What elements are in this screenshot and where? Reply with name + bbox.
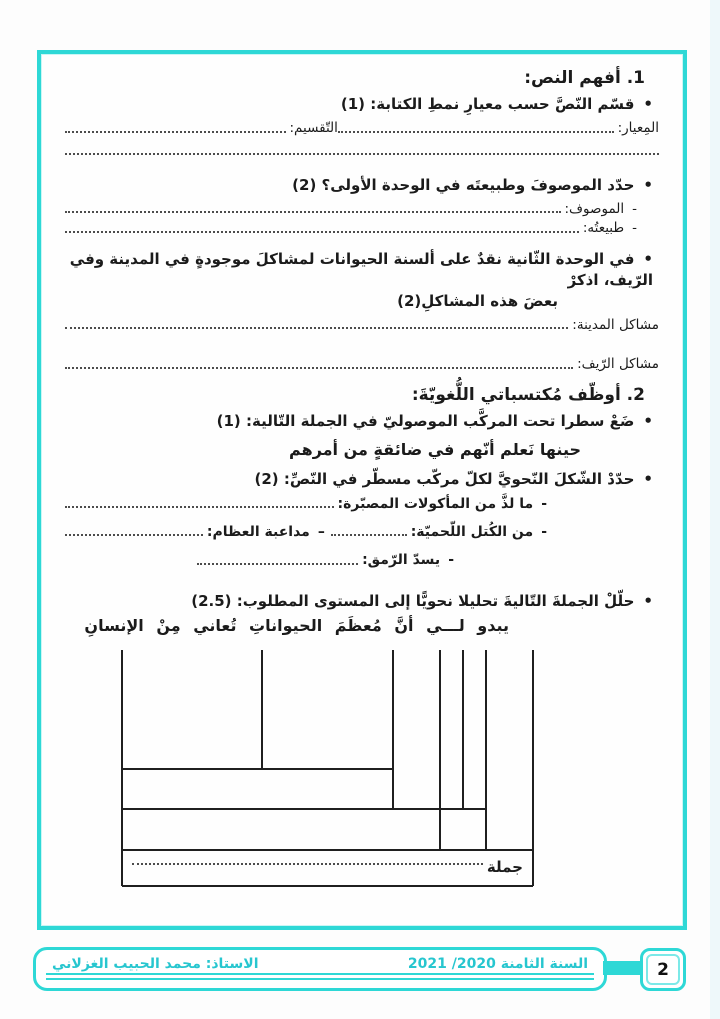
sentence-level-label: جملة [486, 857, 523, 876]
footer-underline [46, 973, 594, 980]
dash-marker: - [448, 552, 454, 569]
analysis-sentence: يبدو لـــي أنَّ مُعظَمَ الحيواناتِ تُعاني مِنْ الإنسانِ [84, 615, 509, 635]
footer-inner [36, 950, 604, 988]
described-line [65, 200, 637, 220]
page-number-badge [640, 948, 686, 991]
sentence-level-answer-line [132, 863, 483, 865]
criterion-answer-line [338, 131, 614, 133]
footer-year: السنة الثامنة 2020/ 2021 [407, 956, 588, 972]
countryside-problems-answer-line [65, 367, 573, 369]
described-answer-line [65, 211, 561, 213]
continuation-dotted-line [65, 153, 659, 161]
city-problems-label: مشاكل المدينة: [572, 316, 659, 333]
dash-marker: - [632, 200, 637, 217]
compound-item3-answer-line [197, 563, 358, 565]
compound-item1-label: ما لذَّ من المأكولات المصبّرة: [337, 495, 534, 512]
section2-q1 [65, 411, 653, 432]
city-problems-line [65, 316, 659, 336]
footer-page-connector [603, 961, 645, 975]
section1-heading: 1. أفهم النص: [524, 68, 645, 88]
section2-q2 [65, 469, 653, 490]
dash-marker: - [541, 495, 547, 512]
section2-q2-text: حدّدْ الشّكلَ النّحويَّ لكلّ مركّب مسطّر في النّصِّ: (2) [254, 469, 635, 488]
bullet-icon: • [643, 469, 653, 488]
compound-item1-line [65, 494, 547, 514]
section2-heading: 2. أوظّف مُكتسباتي اللُّغويّةَ: [411, 384, 645, 405]
nature-label: طبيعتُه: [582, 220, 625, 237]
sentence-level-box [122, 850, 533, 884]
compound-item2b-answer-line [65, 534, 203, 536]
compound-item2b-label: مداعبة العظام: [206, 524, 310, 541]
compound-item3-line [197, 550, 454, 570]
city-problems-answer-line [65, 327, 568, 329]
section2-q3-text: حلّلْ الجملةَ التّاليةَ تحليلا نحويًّا إلى المستوى المطلوب: (2.5) [191, 591, 635, 610]
section1-q3 [65, 249, 653, 312]
section2-q3 [65, 591, 653, 612]
endash-marker: – [317, 524, 325, 541]
section1-q2 [65, 175, 653, 196]
division-answer-line [65, 131, 286, 133]
section1-q1-text: قسّم النّصَّ حسب معيارِ نمطِ الكتابة: (1) [340, 95, 635, 113]
countryside-problems-line [65, 355, 659, 375]
page-edge-band [710, 0, 720, 1019]
dash-marker: - [541, 524, 547, 541]
section1-q3-text-line1: في الوحدة الثّانية نقدٌ على ألسنة الحيوانات لمشاكلَ موجودةٍ في المدينة وفي الرّيف، اذكرْ [69, 249, 653, 289]
answer-line [65, 153, 659, 155]
nature-line [65, 219, 637, 239]
section1-q3-text-line2: بعضَ هذه المشاكلِ(2) [397, 291, 558, 310]
worksheet-content [41, 54, 683, 926]
bullet-icon: • [643, 591, 653, 610]
described-label: الموصوف: [564, 200, 625, 217]
compound-item2-line [65, 522, 547, 542]
worksheet-frame [37, 50, 687, 930]
dash-marker: - [632, 220, 637, 237]
relative-compound-sentence: حينها نَعلم أنّهم في ضائقةٍ من أمرهم [289, 439, 581, 459]
compound-item2a-label: من الكُتل اللّحميّة: [410, 524, 534, 541]
syntax-analysis-diagram [85, 641, 545, 893]
division-label: التّقسيم: [289, 120, 338, 136]
bullet-icon: • [643, 95, 653, 113]
compound-item2a-answer-line [331, 534, 407, 536]
countryside-problems-label: مشاكل الرّيف: [577, 356, 659, 373]
compound-item3-label: يسدّ الرّمق: [362, 552, 441, 569]
bullet-icon: • [643, 411, 653, 430]
section1-q2-text: حدّد الموصوفَ وطبيعتَه في الوحدة الأولى؟ (2) [292, 175, 635, 194]
page-number: 2 [646, 954, 680, 985]
section1-q1 [65, 94, 653, 115]
bullet-icon: • [643, 175, 653, 194]
section2-q1-text: ضَعْ سطرا تحت المركَّب الموصوليّ في الجملة التّالية: (1) [216, 411, 635, 430]
footer-teacher: الاستاذ: محمد الحبيب الغزلاني [52, 956, 259, 972]
bullet-icon: • [643, 249, 653, 268]
criterion-label: المِعيار: [617, 120, 659, 136]
criterion-division-line [65, 119, 659, 139]
nature-answer-line [65, 231, 579, 233]
compound-item1-answer-line [65, 506, 334, 508]
footer [33, 947, 607, 991]
